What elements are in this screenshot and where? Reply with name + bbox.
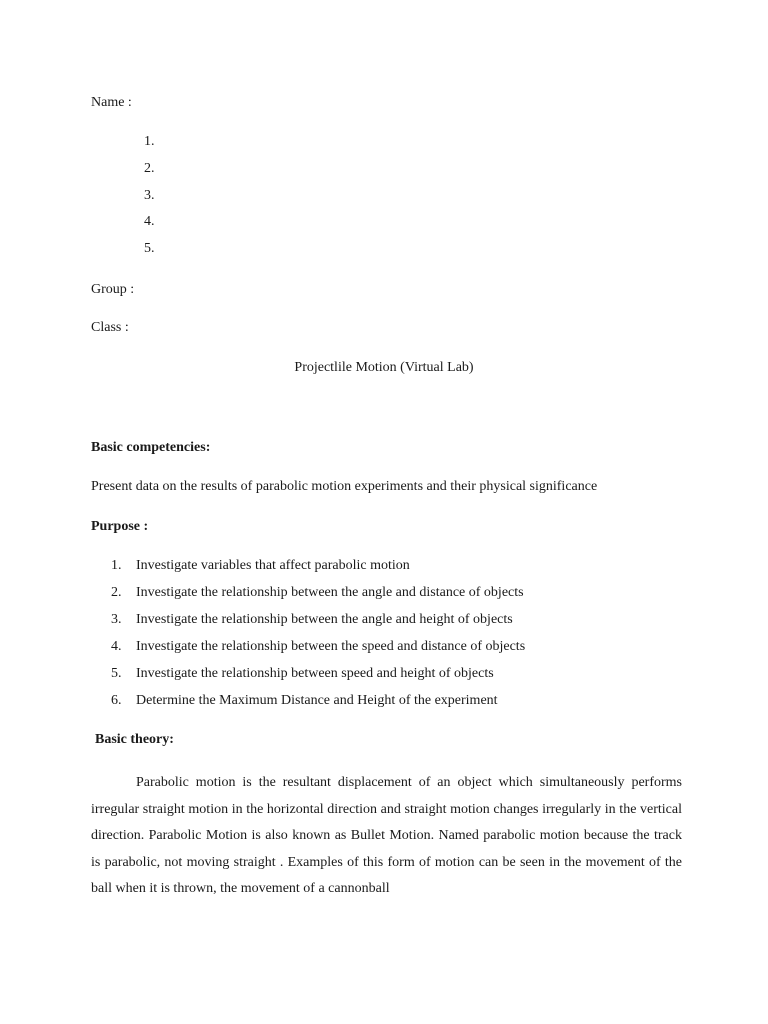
purpose-item-text: Investigate the relationship between speed and height of objects [136,666,494,681]
class-label: Class : [91,320,129,335]
competencies-heading: Basic competencies: [91,440,211,455]
purpose-item-text: Determine the Maximum Distance and Height of the experiment [136,693,498,708]
purpose-item [111,557,410,575]
purpose-item-number: 3. [111,612,122,627]
document-title: Projectlile Motion (Virtual Lab) [294,360,474,375]
purpose-item [111,611,513,629]
purpose-item-number: 2. [111,585,122,600]
name-number-1: 1. [144,134,155,149]
group-label: Group : [91,282,135,297]
competencies-text: Present data on the results of parabolic motion experiments and their physical significance [91,479,598,494]
purpose-item-number: 6. [111,693,122,708]
theory-paragraph: Parabolic motion is the resultant displacement of an object which simultaneously performs irregular straight motion in the horizontal direction and straight motion changes irregularly in the vertical direction. Parabolic Motion is also known as Bullet Motion. Named parabolic motion because the track is parabolic, not moving straight . Examples of this form of motion can be seen in the movement of the ball when it is thrown, the movement of a cannonball [91,775,682,897]
purpose-item [111,692,498,710]
name-number-5: 5. [144,241,155,256]
name-number-2: 2. [144,161,155,176]
purpose-item [111,665,494,683]
purpose-item-text: Investigate the relationship between the angle and distance of objects [136,585,524,600]
name-label: Name : [91,95,132,110]
purpose-heading: Purpose : [91,519,149,534]
theory-heading: Basic theory: [95,732,174,747]
purpose-item-number: 1. [111,558,122,573]
purpose-item-number: 4. [111,639,122,654]
purpose-item-text: Investigate variables that affect parabolic motion [136,558,410,573]
purpose-item-text: Investigate the relationship between the speed and distance of objects [136,639,526,654]
purpose-item [111,638,525,656]
name-number-3: 3. [144,188,155,203]
purpose-item-text: Investigate the relationship between the angle and height of objects [136,612,513,627]
purpose-item [111,584,524,602]
purpose-item-number: 5. [111,666,122,681]
name-number-4: 4. [144,214,155,229]
